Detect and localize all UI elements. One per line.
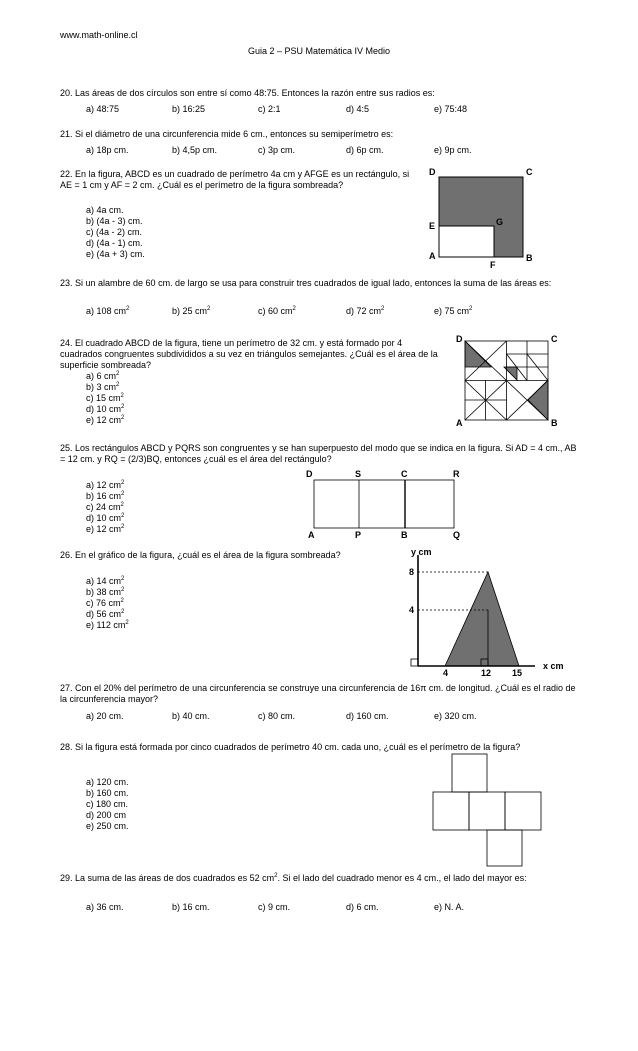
question-28-text: 28. Si la figura está formada por cinco cuadrados de perímetro 40 cm. cada uno, ¿cuál es el perímetro de la figura? <box>60 742 521 752</box>
option-a: a) 48:75 <box>86 104 120 114</box>
exponent: 2 <box>116 371 120 377</box>
square-abcd-figure <box>425 165 545 270</box>
label-g: G <box>496 217 504 227</box>
square-top <box>452 754 487 792</box>
question-23-options <box>86 306 506 318</box>
question-20-text: 20. Las áreas de dos círculos son entre sí como 48:75. Entonces la razón entre sus radios es: <box>60 88 435 98</box>
square-left <box>433 792 469 830</box>
option-c: c) 76 cm <box>86 598 121 608</box>
label-a: A <box>456 418 463 428</box>
exponent: 2 <box>121 576 125 582</box>
question-21-options <box>86 145 506 157</box>
exponent: 2 <box>381 306 385 312</box>
option-a: a) 18p cm. <box>86 145 129 155</box>
rectangle-pqrs-abcd <box>314 480 454 528</box>
x-axis-label: x cm <box>543 661 564 671</box>
exponent: 2 <box>125 620 129 626</box>
option-b: b) 4,5p cm. <box>172 145 218 155</box>
question-21-text: 21. Si el diámetro de una circunferencia mide 6 cm., entonces su semiperímetro es: <box>60 129 394 139</box>
option-e: e) N. A. <box>434 902 465 912</box>
site-url: www.math-online.cl <box>60 30 138 40</box>
y-tick-4: 4 <box>409 605 415 615</box>
option-a: a) 14 cm <box>86 576 122 586</box>
option-b: b) 16 cm <box>86 491 122 501</box>
exponent: 2 <box>121 513 125 519</box>
option-e: e) 75 cm <box>434 306 470 316</box>
option-b: b) 25 cm <box>172 306 208 316</box>
option-e: e) 75:48 <box>434 104 468 114</box>
exponent: 2 <box>120 393 124 399</box>
option-d: d) 4:5 <box>346 104 370 114</box>
question-22-text: 22. En la figura, ABCD es un cuadrado de perímetro 4a cm y AFGE es un rectángulo, si AE = 1 cm y AF = 2 cm. ¿Cuál es el perímetro de la figura sombreada? <box>60 169 410 190</box>
exponent: 2 <box>120 598 124 604</box>
shaded-triangle <box>528 380 548 420</box>
label-b: B <box>401 530 408 540</box>
label-d: D <box>306 469 313 479</box>
option-a: a) 12 cm <box>86 480 122 490</box>
option-c: c) 15 cm <box>86 393 121 403</box>
option-a: a) 4a cm. <box>86 205 124 215</box>
option-c: c) 24 cm <box>86 502 121 512</box>
option-d: d) 10 cm <box>86 513 122 523</box>
option-a: a) 20 cm. <box>86 711 124 721</box>
shaded-triangle <box>504 367 517 380</box>
question-22-options <box>86 205 145 260</box>
option-e: e) 250 cm. <box>86 821 129 831</box>
question-29-text-end: . Si el lado del cuadrado menor es 4 cm., el lado del mayor es: <box>277 873 527 883</box>
question-24-text: 24. El cuadrado ABCD de la figura, tiene un perímetro de 32 cm. y está formado por 4 cuadrados congruentes subdivididos a su vez en triángulos semejantes. ¿Cuál es el área de la superficie sombreada? <box>60 338 438 370</box>
label-d: D <box>429 167 436 177</box>
question-27-text: 27. Con el 20% del perímetro de una circunferencia se construye una circunferencia de 16π cm. de longitud. ¿Cuál es el radio de la circunferencia mayor? <box>60 683 576 704</box>
five-squares-figure <box>425 750 555 870</box>
label-q: Q <box>453 530 461 540</box>
exponent: 2 <box>116 382 120 388</box>
option-a: a) 108 cm <box>86 306 127 316</box>
label-p: P <box>355 530 362 540</box>
option-b: b) 40 cm. <box>172 711 210 721</box>
option-a: a) 6 cm <box>86 371 117 381</box>
label-c: C <box>551 334 558 344</box>
option-d: d) 160 cm. <box>346 711 389 721</box>
question-23-text: 23. Si un alambre de 60 cm. de largo se usa para construir tres cuadrados de igual lado, entonces la suma de las áreas es: <box>60 278 552 288</box>
question-26-options <box>86 576 129 631</box>
exponent: 2 <box>274 873 278 879</box>
option-e: e) 9p cm. <box>434 145 472 155</box>
option-b: b) 38 cm <box>86 587 122 597</box>
option-c: c) (4a - 2) cm. <box>86 227 143 237</box>
x-tick-15: 15 <box>512 668 523 678</box>
question-25-text: 25. Los rectángulos ABCD y PQRS son congruentes y se han superpuesto del modo que se indica en la figura. Si AD = 4 cm., AB = 12 cm. y RQ = (2/3)BQ, entonces ¿cuál es el área del rectángulo? <box>60 443 577 464</box>
option-e: e) 12 cm <box>86 524 122 534</box>
x-tick-4: 4 <box>443 668 449 678</box>
option-e: e) (4a + 3) cm. <box>86 249 145 259</box>
question-29-text-start: 29. La suma de las áreas de dos cuadrados es 52 cm <box>60 873 275 883</box>
shaded-triangle <box>445 572 519 666</box>
exponent: 2 <box>121 524 125 530</box>
exponent: 2 <box>120 502 124 508</box>
option-d: d) 56 cm <box>86 609 122 619</box>
label-a: A <box>308 530 315 540</box>
exponent: 2 <box>121 491 125 497</box>
label-s: S <box>355 469 362 479</box>
question-28-options <box>86 777 129 832</box>
square-bottom <box>487 830 522 866</box>
option-c: c) 3p cm. <box>258 145 296 155</box>
exponent: 2 <box>207 306 211 312</box>
option-d: d) 6 cm. <box>346 902 379 912</box>
exponent: 2 <box>121 587 125 593</box>
y-axis-label: y cm <box>411 547 432 557</box>
option-e: e) 320 cm. <box>434 711 477 721</box>
label-f: F <box>490 260 496 270</box>
label-c: C <box>401 469 408 479</box>
question-29-text <box>60 873 580 884</box>
exponent: 2 <box>292 306 296 312</box>
option-e: e) 12 cm <box>86 415 122 425</box>
option-d: d) 72 cm <box>346 306 382 316</box>
option-a: a) 120 cm. <box>86 777 129 787</box>
square-middle <box>469 792 505 830</box>
exponent: 2 <box>121 404 125 410</box>
coordinate-graph-figure <box>395 545 575 680</box>
option-b: b) 160 cm. <box>86 788 129 798</box>
option-c: c) 9 cm. <box>258 902 291 912</box>
y-tick-8: 8 <box>409 567 415 577</box>
option-e: e) 112 cm <box>86 620 126 630</box>
option-b: b) 16 cm. <box>172 902 210 912</box>
option-c: c) 80 cm. <box>258 711 296 721</box>
page-title: Guia 2 – PSU Matemática IV Medio <box>247 46 391 56</box>
option-b: b) 3 cm <box>86 382 117 392</box>
question-29-options <box>86 902 506 914</box>
rectangle-afge <box>439 226 494 257</box>
exponent: 2 <box>121 480 125 486</box>
option-b: b) 16:25 <box>172 104 206 114</box>
label-r: R <box>453 469 460 479</box>
question-24-options <box>86 371 124 426</box>
x-tick-12: 12 <box>481 668 492 678</box>
option-a: a) 36 cm. <box>86 902 124 912</box>
question-27-options <box>86 711 506 723</box>
option-d: d) 6p cm. <box>346 145 384 155</box>
question-20-options <box>86 104 506 116</box>
exponent: 2 <box>121 415 125 421</box>
label-b: B <box>526 253 533 263</box>
option-c: c) 60 cm <box>258 306 293 316</box>
question-26-text: 26. En el gráfico de la figura, ¿cuál es el área de la figura sombreada? <box>60 550 341 560</box>
question-25-options <box>86 480 124 535</box>
label-c: C <box>526 167 533 177</box>
option-d: d) (4a - 1) cm. <box>86 238 143 248</box>
exponent: 2 <box>126 306 130 312</box>
option-b: b) (4a - 3) cm. <box>86 216 143 226</box>
label-a: A <box>429 251 436 261</box>
option-d: d) 200 cm <box>86 810 127 820</box>
label-e: E <box>429 221 436 231</box>
option-c: c) 2:1 <box>258 104 281 114</box>
option-c: c) 180 cm. <box>86 799 129 809</box>
square-right <box>505 792 541 830</box>
square-triangles-figure <box>455 332 565 432</box>
overlapping-rectangles-figure <box>300 464 470 540</box>
label-d: D <box>456 334 463 344</box>
option-d: d) 10 cm <box>86 404 122 414</box>
exponent: 2 <box>121 609 125 615</box>
exponent: 2 <box>469 306 473 312</box>
label-b: B <box>551 418 558 428</box>
